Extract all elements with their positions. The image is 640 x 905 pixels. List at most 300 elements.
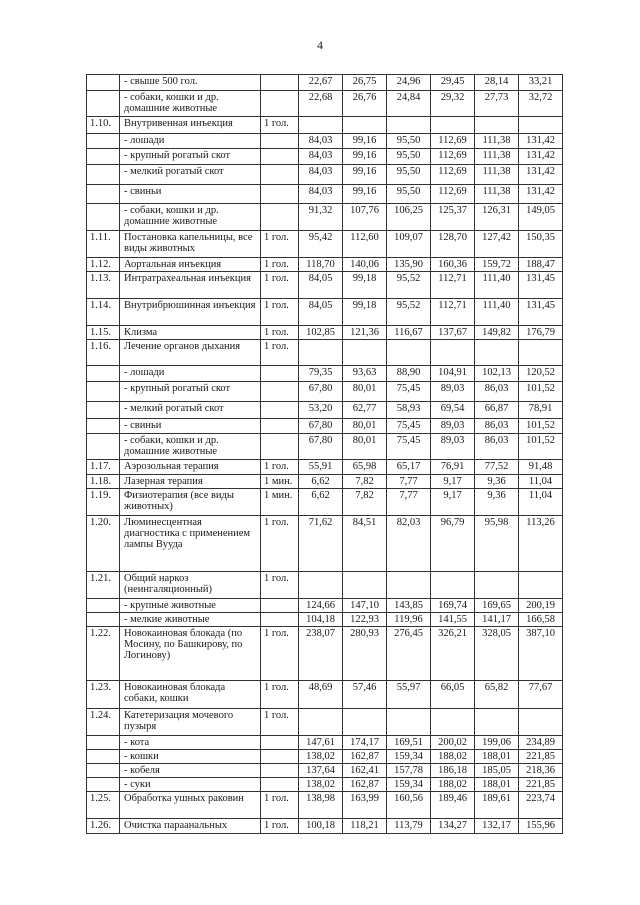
table-row <box>87 419 563 434</box>
price-cell: 88,90 <box>387 366 431 382</box>
price-cell: 9,17 <box>431 489 475 516</box>
row-number <box>87 736 120 750</box>
row-number: 1.13. <box>87 272 120 299</box>
price-cell: 101,52 <box>519 382 563 402</box>
table-row <box>87 778 563 792</box>
table-row <box>87 599 563 613</box>
price-cell: 119,96 <box>387 613 431 627</box>
unit: 1 гол. <box>261 117 299 134</box>
price-cell: 221,85 <box>519 750 563 764</box>
row-number: 1.17. <box>87 460 120 475</box>
price-cell: 99,18 <box>343 299 387 326</box>
row-number <box>87 764 120 778</box>
unit <box>261 165 299 185</box>
price-cell: 69,54 <box>431 402 475 419</box>
price-cell: 121,36 <box>343 326 387 340</box>
unit <box>261 149 299 165</box>
price-cell: 82,03 <box>387 516 431 572</box>
table-row <box>87 613 563 627</box>
service-name: Новокаиновая блокада собаки, кошки <box>120 681 261 709</box>
price-cell <box>387 117 431 134</box>
price-cell: 55,97 <box>387 681 431 709</box>
price-cell: 95,50 <box>387 185 431 204</box>
price-cell: 9,36 <box>475 489 519 516</box>
row-number: 1.10. <box>87 117 120 134</box>
row-number: 1.18. <box>87 475 120 489</box>
row-number <box>87 434 120 460</box>
price-cell: 66,87 <box>475 402 519 419</box>
price-cell: 91,32 <box>299 204 343 231</box>
row-number: 1.21. <box>87 572 120 599</box>
price-cell <box>387 572 431 599</box>
table-row <box>87 91 563 117</box>
service-name: Обработка ушных раковин <box>120 792 261 819</box>
table-row <box>87 402 563 419</box>
price-cell: 11,04 <box>519 475 563 489</box>
table-row <box>87 460 563 475</box>
unit: 1 гол. <box>261 258 299 272</box>
service-name: Внутрибрюшинная инъекция <box>120 299 261 326</box>
unit: 1 мин. <box>261 489 299 516</box>
unit <box>261 599 299 613</box>
unit <box>261 185 299 204</box>
price-cell: 132,17 <box>475 819 519 834</box>
row-number <box>87 402 120 419</box>
row-number <box>87 165 120 185</box>
unit <box>261 764 299 778</box>
price-cell: 62,77 <box>343 402 387 419</box>
price-cell <box>519 340 563 366</box>
price-cell: 238,07 <box>299 627 343 681</box>
price-cell: 280,93 <box>343 627 387 681</box>
price-cell: 7,82 <box>343 489 387 516</box>
price-cell: 80,01 <box>343 382 387 402</box>
unit <box>261 366 299 382</box>
unit: 1 гол. <box>261 460 299 475</box>
table-row <box>87 792 563 819</box>
price-cell: 150,35 <box>519 231 563 258</box>
price-cell: 101,52 <box>519 419 563 434</box>
price-cell <box>299 572 343 599</box>
price-cell: 221,85 <box>519 778 563 792</box>
row-number: 1.26. <box>87 819 120 834</box>
unit <box>261 613 299 627</box>
table-row <box>87 231 563 258</box>
price-cell: 111,38 <box>475 185 519 204</box>
price-cell: 95,52 <box>387 299 431 326</box>
service-name: - мелкие животные <box>120 613 261 627</box>
price-cell: 160,56 <box>387 792 431 819</box>
price-cell: 99,18 <box>343 272 387 299</box>
table-row <box>87 750 563 764</box>
price-cell: 134,27 <box>431 819 475 834</box>
price-cell: 95,50 <box>387 149 431 165</box>
price-cell: 111,38 <box>475 149 519 165</box>
table-row <box>87 185 563 204</box>
price-cell: 58,93 <box>387 402 431 419</box>
price-cell: 84,03 <box>299 149 343 165</box>
row-number: 1.25. <box>87 792 120 819</box>
price-cell: 131,42 <box>519 149 563 165</box>
table-row <box>87 75 563 91</box>
table-row <box>87 736 563 750</box>
price-cell: 159,72 <box>475 258 519 272</box>
price-cell: 188,01 <box>475 778 519 792</box>
table-row <box>87 434 563 460</box>
row-number <box>87 91 120 117</box>
price-cell: 200,02 <box>431 736 475 750</box>
service-name: Внутривенная инъекция <box>120 117 261 134</box>
price-cell: 89,03 <box>431 419 475 434</box>
price-cell <box>475 117 519 134</box>
price-cell: 188,01 <box>475 750 519 764</box>
price-cell: 95,52 <box>387 272 431 299</box>
table-row <box>87 764 563 778</box>
price-cell: 128,70 <box>431 231 475 258</box>
price-cell: 96,79 <box>431 516 475 572</box>
service-name: Лечение органов дыхания <box>120 340 261 366</box>
price-cell: 26,75 <box>343 75 387 91</box>
price-cell: 95,42 <box>299 231 343 258</box>
price-cell: 27,73 <box>475 91 519 117</box>
price-cell: 99,16 <box>343 185 387 204</box>
unit <box>261 134 299 149</box>
price-cell <box>343 117 387 134</box>
row-number: 1.24. <box>87 709 120 736</box>
price-cell: 84,03 <box>299 185 343 204</box>
price-cell: 116,67 <box>387 326 431 340</box>
table-row <box>87 681 563 709</box>
price-cell: 65,98 <box>343 460 387 475</box>
price-cell: 169,74 <box>431 599 475 613</box>
price-cell: 55,91 <box>299 460 343 475</box>
price-cell: 104,91 <box>431 366 475 382</box>
table-row <box>87 165 563 185</box>
service-name: - свыше 500 гол. <box>120 75 261 91</box>
price-cell: 137,64 <box>299 764 343 778</box>
price-cell <box>299 117 343 134</box>
price-cell <box>387 340 431 366</box>
price-cell: 169,65 <box>475 599 519 613</box>
price-cell: 112,69 <box>431 149 475 165</box>
table-row <box>87 572 563 599</box>
price-cell: 84,03 <box>299 165 343 185</box>
price-cell <box>299 709 343 736</box>
table-row <box>87 366 563 382</box>
price-cell: 86,03 <box>475 382 519 402</box>
price-cell: 22,67 <box>299 75 343 91</box>
price-cell: 149,05 <box>519 204 563 231</box>
price-cell: 77,67 <box>519 681 563 709</box>
price-cell: 57,46 <box>343 681 387 709</box>
row-number <box>87 778 120 792</box>
price-cell: 112,71 <box>431 272 475 299</box>
price-cell <box>387 709 431 736</box>
service-name: - свиньи <box>120 185 261 204</box>
unit <box>261 382 299 402</box>
price-cell: 7,77 <box>387 475 431 489</box>
price-cell: 26,76 <box>343 91 387 117</box>
price-cell: 99,16 <box>343 134 387 149</box>
price-cell: 276,45 <box>387 627 431 681</box>
price-cell: 157,78 <box>387 764 431 778</box>
price-cell: 102,13 <box>475 366 519 382</box>
price-cell: 188,02 <box>431 778 475 792</box>
price-cell: 104,18 <box>299 613 343 627</box>
table-row <box>87 299 563 326</box>
price-cell: 101,52 <box>519 434 563 460</box>
price-cell: 33,21 <box>519 75 563 91</box>
row-number <box>87 613 120 627</box>
unit <box>261 419 299 434</box>
row-number: 1.15. <box>87 326 120 340</box>
price-cell: 326,21 <box>431 627 475 681</box>
price-cell: 159,34 <box>387 750 431 764</box>
service-name: - кота <box>120 736 261 750</box>
price-cell: 140,06 <box>343 258 387 272</box>
price-cell: 75,45 <box>387 382 431 402</box>
row-number <box>87 204 120 231</box>
unit: 1 гол. <box>261 326 299 340</box>
table-row <box>87 382 563 402</box>
price-cell: 162,41 <box>343 764 387 778</box>
price-cell: 112,69 <box>431 165 475 185</box>
price-cell: 76,91 <box>431 460 475 475</box>
page-number: 4 <box>317 38 323 52</box>
price-cell: 22,68 <box>299 91 343 117</box>
table-row <box>87 134 563 149</box>
price-cell: 113,26 <box>519 516 563 572</box>
unit: 1 гол. <box>261 299 299 326</box>
price-cell: 75,45 <box>387 419 431 434</box>
row-number <box>87 149 120 165</box>
table-row <box>87 340 563 366</box>
table-row <box>87 516 563 572</box>
price-cell: 99,16 <box>343 149 387 165</box>
price-cell: 127,42 <box>475 231 519 258</box>
price-cell: 162,87 <box>343 750 387 764</box>
price-cell: 174,17 <box>343 736 387 750</box>
unit: 1 гол. <box>261 516 299 572</box>
price-cell: 160,36 <box>431 258 475 272</box>
price-cell: 79,35 <box>299 366 343 382</box>
price-cell: 95,50 <box>387 134 431 149</box>
price-cell: 138,02 <box>299 750 343 764</box>
table-row <box>87 489 563 516</box>
price-cell: 328,05 <box>475 627 519 681</box>
price-cell: 86,03 <box>475 434 519 460</box>
price-cell: 112,60 <box>343 231 387 258</box>
service-name: - собаки, кошки и др. домашние животные <box>120 434 261 460</box>
service-name: Аэрозольная терапия <box>120 460 261 475</box>
price-cell: 95,50 <box>387 165 431 185</box>
price-cell: 141,17 <box>475 613 519 627</box>
price-cell: 118,70 <box>299 258 343 272</box>
unit: 1 гол. <box>261 340 299 366</box>
unit <box>261 736 299 750</box>
price-cell: 93,63 <box>343 366 387 382</box>
service-name: - мелкий рогатый скот <box>120 165 261 185</box>
price-cell: 118,21 <box>343 819 387 834</box>
price-cell: 120,52 <box>519 366 563 382</box>
unit <box>261 402 299 419</box>
price-cell: 78,91 <box>519 402 563 419</box>
table-row <box>87 627 563 681</box>
table-row <box>87 819 563 834</box>
price-cell: 71,62 <box>299 516 343 572</box>
unit <box>261 204 299 231</box>
unit <box>261 75 299 91</box>
price-cell: 234,89 <box>519 736 563 750</box>
service-name: Интратрахеальная инъекция <box>120 272 261 299</box>
price-cell: 138,98 <box>299 792 343 819</box>
price-cell: 188,47 <box>519 258 563 272</box>
price-cell: 80,01 <box>343 419 387 434</box>
price-cell: 112,69 <box>431 185 475 204</box>
row-number: 1.12. <box>87 258 120 272</box>
row-number <box>87 75 120 91</box>
price-cell: 89,03 <box>431 434 475 460</box>
price-cell: 185,05 <box>475 764 519 778</box>
table-row <box>87 204 563 231</box>
service-name: - лошади <box>120 134 261 149</box>
table-row <box>87 709 563 736</box>
unit <box>261 750 299 764</box>
price-cell: 162,87 <box>343 778 387 792</box>
service-name: Клизма <box>120 326 261 340</box>
price-table <box>86 74 563 834</box>
price-cell: 155,96 <box>519 819 563 834</box>
price-cell: 106,25 <box>387 204 431 231</box>
service-name: - мелкий рогатый скот <box>120 402 261 419</box>
unit: 1 гол. <box>261 272 299 299</box>
price-cell <box>343 340 387 366</box>
unit: 1 гол. <box>261 627 299 681</box>
price-cell: 67,80 <box>299 382 343 402</box>
price-cell: 122,93 <box>343 613 387 627</box>
price-cell <box>431 117 475 134</box>
price-cell: 131,42 <box>519 165 563 185</box>
price-cell: 6,62 <box>299 489 343 516</box>
service-name: - крупный рогатый скот <box>120 382 261 402</box>
table-row <box>87 475 563 489</box>
price-cell: 75,45 <box>387 434 431 460</box>
price-cell: 169,51 <box>387 736 431 750</box>
service-name: Очистка параанальных <box>120 819 261 834</box>
price-cell: 166,58 <box>519 613 563 627</box>
row-number: 1.19. <box>87 489 120 516</box>
price-cell <box>519 709 563 736</box>
row-number: 1.22. <box>87 627 120 681</box>
service-name: - суки <box>120 778 261 792</box>
price-cell: 138,02 <box>299 778 343 792</box>
price-cell <box>431 340 475 366</box>
price-cell: 111,38 <box>475 165 519 185</box>
row-number <box>87 599 120 613</box>
price-cell: 80,01 <box>343 434 387 460</box>
price-cell: 176,79 <box>519 326 563 340</box>
price-cell: 131,42 <box>519 185 563 204</box>
price-cell: 28,14 <box>475 75 519 91</box>
row-number <box>87 750 120 764</box>
price-cell: 125,37 <box>431 204 475 231</box>
price-cell: 135,90 <box>387 258 431 272</box>
unit: 1 гол. <box>261 709 299 736</box>
unit: 1 гол. <box>261 792 299 819</box>
service-name: Общий наркоз (неингаляционный) <box>120 572 261 599</box>
table-row <box>87 117 563 134</box>
row-number: 1.14. <box>87 299 120 326</box>
price-cell: 77,52 <box>475 460 519 475</box>
price-cell <box>343 709 387 736</box>
service-name: - кошки <box>120 750 261 764</box>
price-cell: 53,20 <box>299 402 343 419</box>
row-number <box>87 419 120 434</box>
price-cell: 107,76 <box>343 204 387 231</box>
price-cell: 48,69 <box>299 681 343 709</box>
price-cell <box>299 340 343 366</box>
service-name: Постановка капельницы, все виды животных <box>120 231 261 258</box>
price-cell: 32,72 <box>519 91 563 117</box>
unit: 1 мин. <box>261 475 299 489</box>
price-cell: 143,85 <box>387 599 431 613</box>
price-cell: 147,61 <box>299 736 343 750</box>
price-cell: 111,40 <box>475 299 519 326</box>
row-number <box>87 382 120 402</box>
price-cell: 67,80 <box>299 434 343 460</box>
service-name: - крупные животные <box>120 599 261 613</box>
price-cell: 84,05 <box>299 272 343 299</box>
price-cell <box>519 117 563 134</box>
price-cell: 65,17 <box>387 460 431 475</box>
price-cell: 199,06 <box>475 736 519 750</box>
service-name: - крупный рогатый скот <box>120 149 261 165</box>
price-cell: 29,45 <box>431 75 475 91</box>
price-cell: 84,03 <box>299 134 343 149</box>
table-row <box>87 326 563 340</box>
service-name: - собаки, кошки и др. домашние животные <box>120 204 261 231</box>
price-cell: 109,07 <box>387 231 431 258</box>
price-cell: 111,38 <box>475 134 519 149</box>
service-name: Катетеризация мочевого пузыря <box>120 709 261 736</box>
price-cell: 131,45 <box>519 272 563 299</box>
price-cell: 7,82 <box>343 475 387 489</box>
price-cell: 11,04 <box>519 489 563 516</box>
price-cell: 149,82 <box>475 326 519 340</box>
price-cell: 159,34 <box>387 778 431 792</box>
price-cell: 147,10 <box>343 599 387 613</box>
price-cell <box>475 340 519 366</box>
price-cell: 189,46 <box>431 792 475 819</box>
price-cell: 95,98 <box>475 516 519 572</box>
price-cell <box>475 572 519 599</box>
service-name: - кобеля <box>120 764 261 778</box>
price-cell: 29,32 <box>431 91 475 117</box>
price-cell: 91,48 <box>519 460 563 475</box>
unit: 1 гол. <box>261 231 299 258</box>
price-cell: 126,31 <box>475 204 519 231</box>
unit: 1 гол. <box>261 819 299 834</box>
service-name: - свиньи <box>120 419 261 434</box>
price-cell: 86,03 <box>475 419 519 434</box>
price-cell <box>475 709 519 736</box>
unit <box>261 778 299 792</box>
price-cell: 200,19 <box>519 599 563 613</box>
price-cell: 102,85 <box>299 326 343 340</box>
price-cell: 387,10 <box>519 627 563 681</box>
service-name: Новокаиновая блокада (по Мосину, по Башкирову, по Логинову) <box>120 627 261 681</box>
table-body <box>87 75 563 834</box>
